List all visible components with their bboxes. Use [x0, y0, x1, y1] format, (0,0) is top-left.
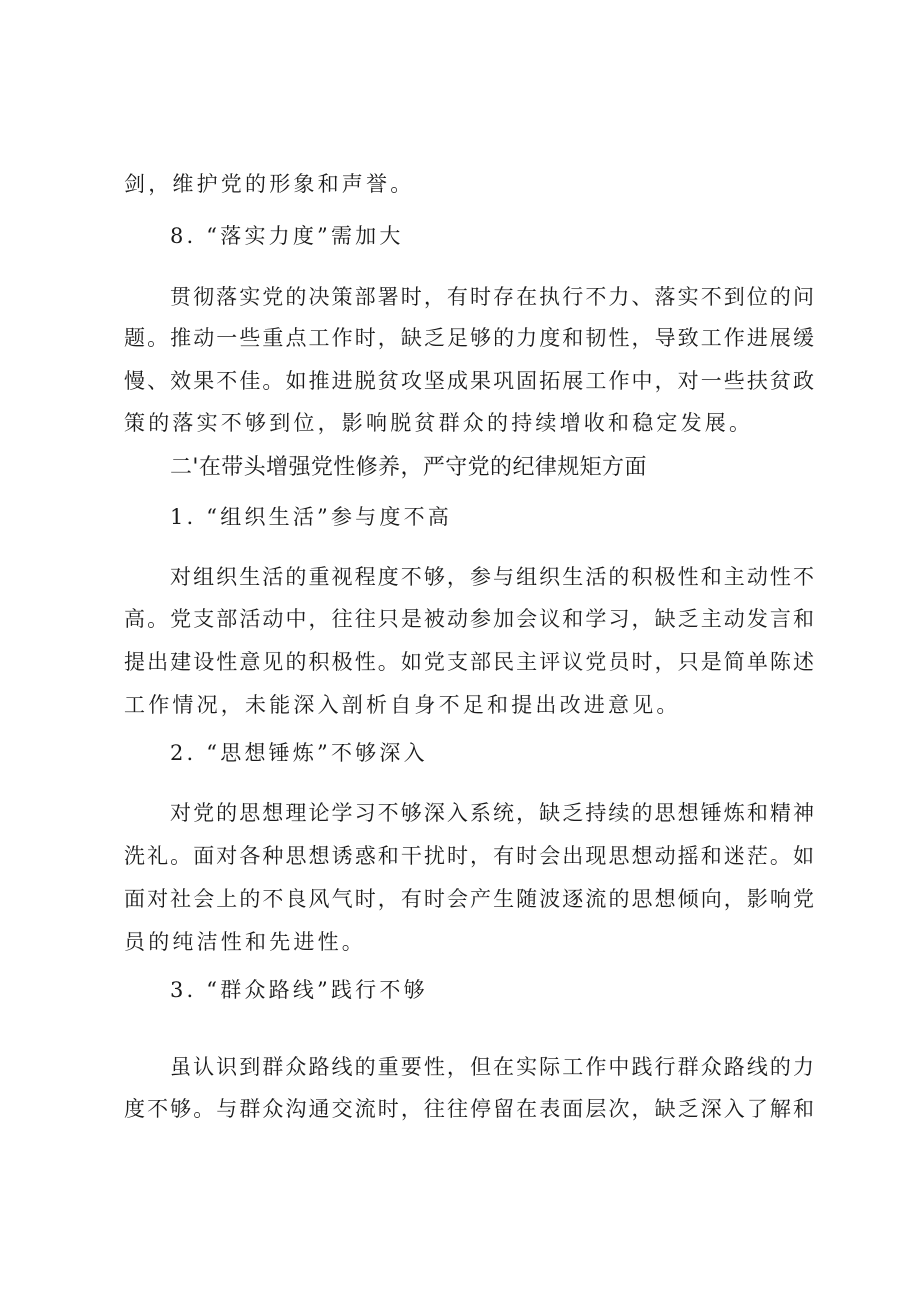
paragraph-line: 策的落实不够到位，影响脱贫群众的持续增收和稳定发展。 — [124, 411, 754, 435]
paragraph-line: 贯彻落实党的决策部署时，有时存在执行不力、落实不到位的问 — [170, 285, 814, 309]
section-heading: 二'在带头增强党性修养，严守党的纪律规矩方面 — [170, 455, 647, 480]
subheading-8: 8. “落实力度”需加大 — [170, 224, 404, 248]
paragraph-line: 度不够。与群众沟通交流时，往往停留在表面层次，缺乏深入了解和 — [124, 1097, 814, 1121]
paragraph-line: 高。党支部活动中，往往只是被动参加会议和学习，缺乏主动发言和 — [124, 607, 814, 631]
paragraph-line: 剑，维护党的形象和声誉。 — [124, 172, 415, 196]
paragraph-line: 对党的思想理论学习不够深入系统，缺乏持续的思想锤炼和精神 — [170, 801, 814, 825]
paragraph-line: 提出建设性意见的积极性。如党支部民主评议党员时，只是简单陈述 — [124, 650, 814, 674]
paragraph-line: 题。推动一些重点工作时，缺乏足够的力度和韧性，导致工作进展缓 — [124, 326, 814, 350]
paragraph-line: 员的纯洁性和先进性。 — [124, 930, 366, 954]
paragraph-line: 慢、效果不佳。如推进脱贫攻坚成果巩固拓展工作中，对一些扶贫政 — [124, 369, 814, 393]
paragraph-line: 工作情况，未能深入剖析自身不足和提出改进意见。 — [124, 693, 681, 717]
paragraph-line: 对组织生活的重视程度不够，参与组织生活的积极性和主动性不 — [170, 565, 814, 589]
subheading-3: 3. “群众路线”践行不够 — [170, 978, 428, 1002]
subheading-1: 1. “组织生活”参与度不高 — [170, 505, 452, 529]
paragraph-line: 虽认识到群众路线的重要性，但在实际工作中践行群众路线的力 — [170, 1055, 814, 1079]
paragraph-line: 面对社会上的不良风气时，有时会产生随波逐流的思想倾向，影响党 — [124, 887, 814, 911]
paragraph-line: 洗礼。面对各种思想诱惑和干扰时，有时会出现思想动摇和迷茫。如 — [124, 844, 814, 868]
subheading-2: 2. “思想锤炼”不够深入 — [170, 741, 428, 765]
